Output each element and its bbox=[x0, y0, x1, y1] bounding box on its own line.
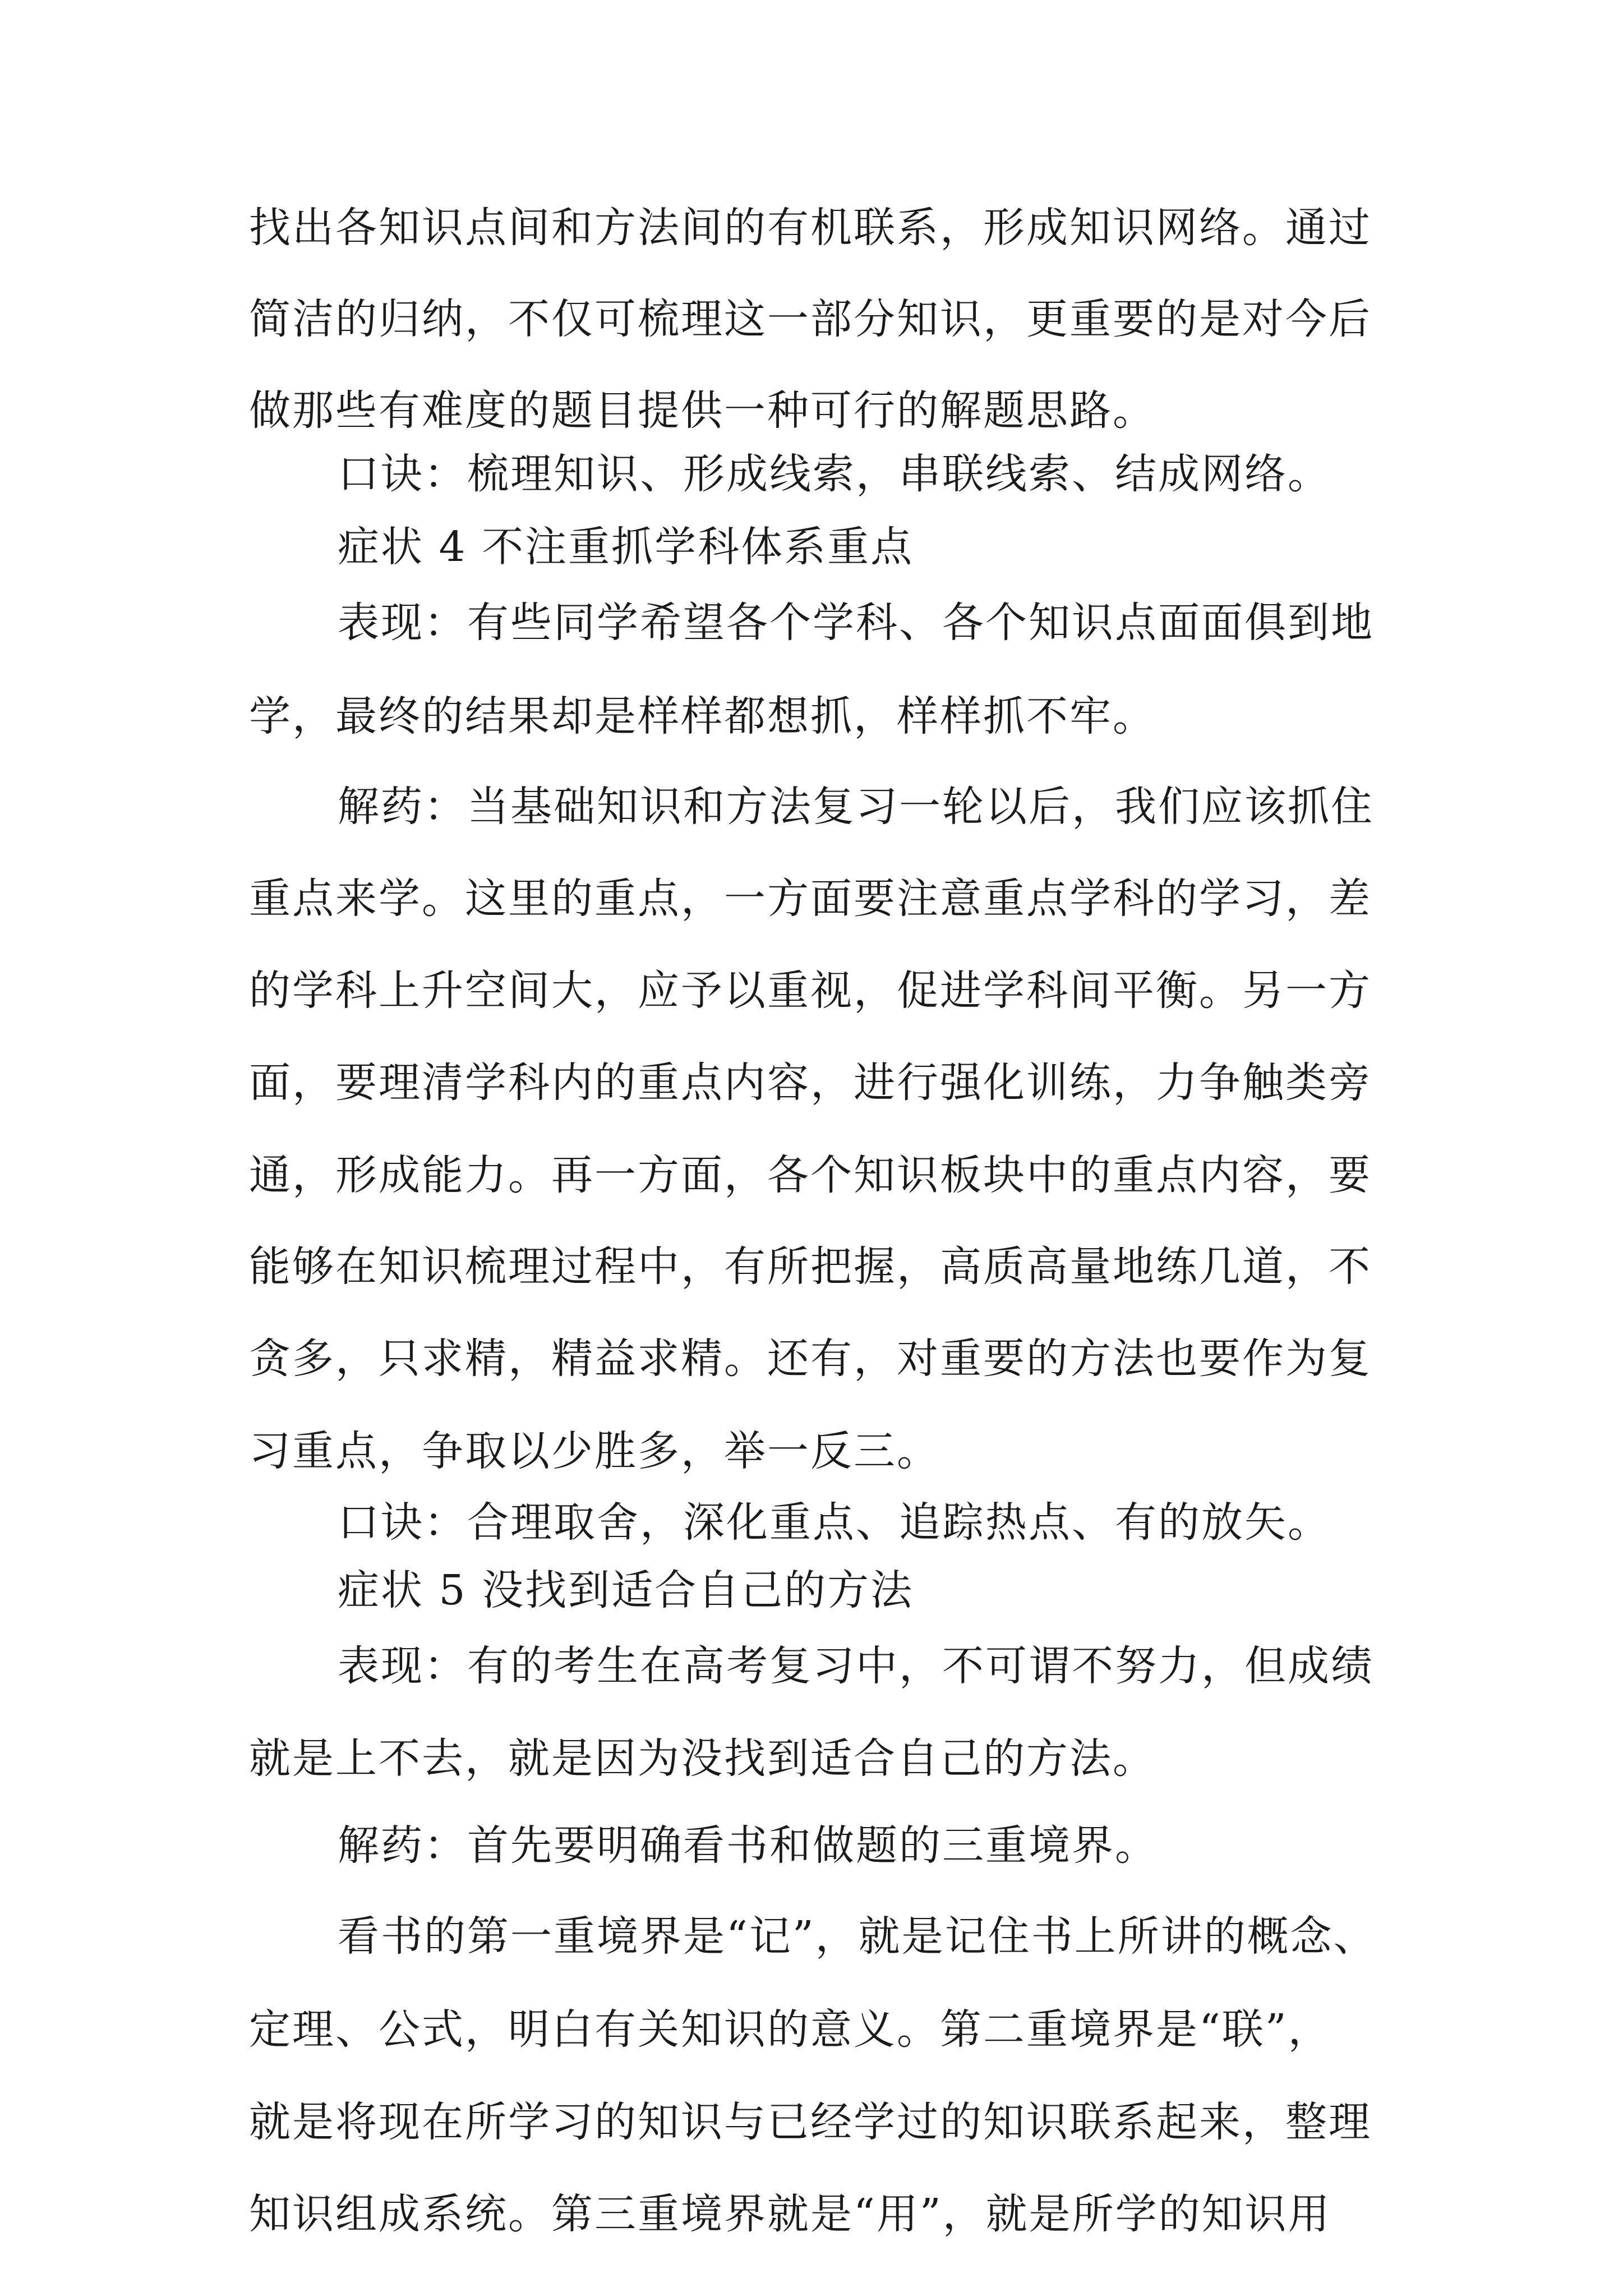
text-line-12: 通，形成能力。再一方面，各个知识板块中的重点内容，要 bbox=[249, 1151, 1372, 1199]
text-line-10: 的学科上升空间大，应予以重视，促进学科间平衡。另一方 bbox=[249, 967, 1372, 1015]
text-line-23: 就是将现在所学习的知识与已经学过的知识联系起来，整理 bbox=[249, 2098, 1372, 2146]
text-line-8: 解药：当基础知识和方法复习一轮以后，我们应该抓住 bbox=[338, 783, 1374, 831]
section-heading-symptom-4: 症状 4 不注重抓学科体系重点 bbox=[338, 523, 914, 571]
text-line-7: 学，最终的结果却是样样都想抓，样样抓不牢。 bbox=[249, 692, 1156, 740]
text-line-11: 面，要理清学科内的重点内容，进行强化训练，力争触类旁 bbox=[249, 1059, 1372, 1107]
text-line-20: 解药：首先要明确看书和做题的三重境界。 bbox=[338, 1821, 1158, 1870]
text-line-22: 定理、公式，明白有关知识的意义。第二重境界是“联”， bbox=[249, 2005, 1331, 2054]
text-line-21: 看书的第一重境界是“记”，就是记住书上所讲的概念、 bbox=[338, 1912, 1377, 1961]
text-line-15: 习重点，争取以少胜多，举一反三。 bbox=[249, 1427, 940, 1475]
text-line-1: 找出各知识点间和方法间的有机联系，形成知识网络。通过 bbox=[249, 204, 1372, 252]
text-line-16: 口诀：合理取舍，深化重点、追踪热点、有的放矢。 bbox=[338, 1498, 1331, 1547]
text-line-13: 能够在知识梳理过程中，有所把握，高质高量地练几道，不 bbox=[249, 1243, 1372, 1291]
section-heading-symptom-5: 症状 5 没找到适合自己的方法 bbox=[338, 1566, 914, 1614]
text-line-2: 简洁的归纳，不仅可梳理这一部分知识，更重要的是对今后 bbox=[249, 295, 1372, 343]
text-line-19: 就是上不去，就是因为没找到适合自己的方法。 bbox=[249, 1734, 1156, 1783]
text-line-14: 贪多，只求精，精益求精。还有，对重要的方法也要作为复 bbox=[249, 1335, 1372, 1383]
text-line-18: 表现：有的考生在高考复习中，不可谓不努力，但成绩 bbox=[338, 1642, 1374, 1690]
text-line-4: 口诀：梳理知识、形成线索，串联线索、结成网络。 bbox=[338, 450, 1331, 498]
text-line-24: 知识组成系统。第三重境界就是“用”，就是所学的知识用 bbox=[249, 2190, 1331, 2238]
text-line-3: 做那些有难度的题目提供一种可行的解题思路。 bbox=[249, 386, 1156, 435]
text-line-6: 表现：有些同学希望各个学科、各个知识点面面俱到地 bbox=[338, 599, 1374, 647]
text-line-9: 重点来学。这里的重点，一方面要注意重点学科的学习，差 bbox=[249, 875, 1372, 923]
